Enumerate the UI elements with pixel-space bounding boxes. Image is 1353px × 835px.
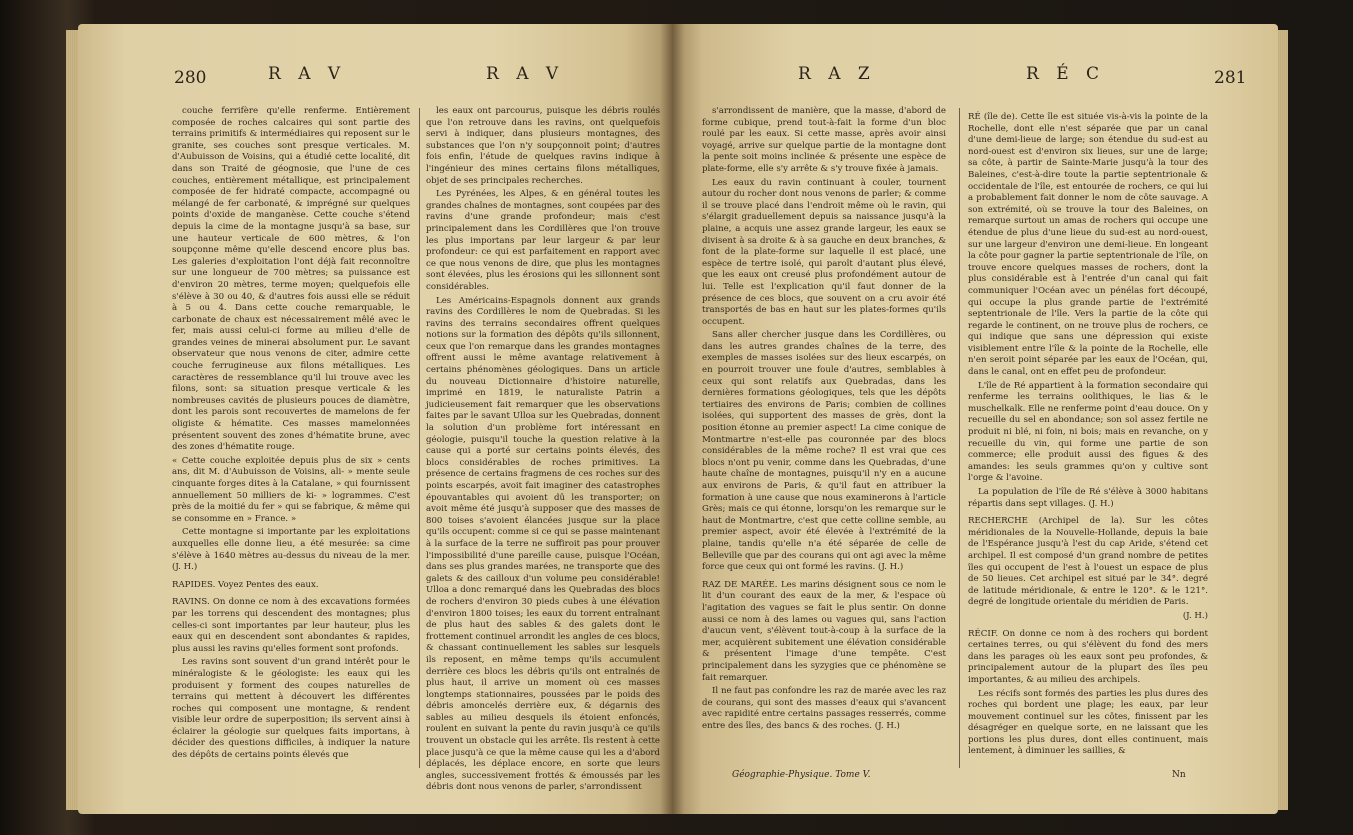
entry-ravins: RAVINS. On donne ce nom à des excavations formées par les torrens qui descendent des montagnes; plus celles-ci sont importantes par leur hauteur, plus les eaux qui en descendent sont abondantes & rapides, plus aussi les ravins qu'elles forment sont profonds. xyxy=(172,597,410,654)
paragraph: La population de l'île de Ré s'élève à 3000 habitans répartis dans sept villages. (J. H.) xyxy=(968,487,1208,509)
quote: « Cette couche exploitée depuis plus de six » cents ans, dit M. d'Aubuisson de Voisins, ali- » mente seule cinquante forges dites à la Catalane, » qui fournissent annuellement 50 milliers de ki- » logrammes. C'est près de la moitié du fer » qui se fabrique, & même qui se consomme en » France. » xyxy=(172,455,410,524)
paragraph: Les ravins sont souvent d'un grand intérêt pour le minéralogiste & le géologiste: les eaux qui les produisent y forment des coupes naturelles de terrains qui mettent à découvert les différentes roches qui composent une montagne, & rendent visible leur ordre de superposition; ils servent ainsi à éclairer la géologie sur quelques faits importans, à décider des questions difficiles, à indiquer la nature des dépôts de certains points élevés que xyxy=(172,657,410,761)
paragraph: s'arrondissent de manière, que la masse, d'abord de forme cubique, prend tout-à-fait la forme d'un bloc roulé par les eaux. Si cette masse, après avoir ainsi voyagé, arrive sur quelque partie de la montagne dont la pente soit moins inclinée & présente une espèce de plate-forme, elle s'y arrête & s'y trouve fixée à jamais. xyxy=(702,106,946,174)
paragraph: Les récifs sont formés des parties les plus dures des roches qui bordent une plage; les eaux, par leur mouvement continuel sur les côtes, finissent par les désagréger en quelque sorte, en ne laissant que les portions les plus dures, dont elles continuent, mais lentement, à diminuer les saillies, & xyxy=(968,688,1208,757)
paragraph: couche ferrifère qu'elle renferme. Entièrement composée de roches calcaires qui sont partie des terrains primitifs & intermédiaires qui reposent sur le granite, ses couches sont presque verticales. M. d'Aubuisson de Voisins, qui a étudié cette localité, dit dans son Traité de géognosie, que l'une de ces couches, entièrement métallique, est principalement composée de fer hidraté compacte, accompagné ou mélangé de fer carbonaté, & imprégné sur quelques points d'oxide de manganèse. Cette couche s'étend depuis la cime de la montagne jusqu'à sa base, sur une hauteur verticale de 600 mètres, & l'on soupçonne même qu'elle descend encore plus bas. Les galeries d'exploitation l'ont déjà fait reconnoître sur une longueur de 700 mètres; sa puissance est d'environ 20 mètres, terme moyen; quelquefois elle s'élève à 30 ou 40, & d'autres fois aussi elle se réduit à 5 ou 4. Dans cette couche remarquable, le carbonate de chaux est nécessairement mêlé avec le fer, mais aussi celui-ci forme au milieu d'elle de grandes veines de minerai absolument pur. Le savant observateur que nous venons de citer, admire cette couche ferrugineuse aux filons métalliques. Les caractères de ressemblance qu'il lui trouve avec les filons, sont: sa situation presque verticale & les nombreuses cavités de plusieurs pouces de diamètre, dont les parois sont recouvertes de mamelons de fer oligiste & hématite. Ces masses mamelonnées présentent souvent des zones d'hématite brune, avec des zones d'hématite rouge. xyxy=(172,106,410,453)
paragraph: Les Américains-Espagnols donnent aux grands ravins des Cordillères le nom de Quebradas. Si les ravins des terrains secondaires offrent quelques notions sur la formation des dépôts qu'ils sillonnent, ceux que l'on remarque dans les grandes montagnes offrent aussi le même avantage relativement à certains phénomènes géologiques. Dans un article du nouveau Dictionnaire d'histoire naturelle, imprimé en 1819, le naturaliste Patrin a judicieusement fait remarquer que les observations faites par le savant Ulloa sur les Quebradas, donnent la solution d'un problème fort intéressant en géologie, puisqu'il touche la question relative à la cause qui a porté sur certains points élevés, des blocs considérables de roches primitives. La présence de certains fragmens de ces roches sur des points escarpés, avoit fait imaginer des catastrophes épouvantables qui avoient dû les transporter; on avoit même été jusqu'à supposer que des masses de 800 toises s'avoient élancées jusque sur la place qu'ils occupent: comme si ce qui se passe maintenant à la surface de la terre ne suffiroit pas pour prouver l'impossibilité d'une pareille cause, puisque l'Océan, dans ses plus grandes marées, ne transporte que des galets & des cailloux d'un volume peu considérable! Ulloa a donc remarqué dans les Quebradas des blocs de rochers d'environ 30 pieds cubes à une élévation d'environ 1800 toises; les eaux du torrent entraînant de plus haut des sables & des galets dont le frottement continuel arrondit les angles de ces blocs, & chassant continuellement les sables sur lesquels ils reposent, en même temps qu'ils accumulent derrière ces blocs les débris qu'ils ont entraînés de plus haut, il arrive un moment où ces masses longtemps stationnaires, poussées par le poids des débris amoncelés derrière eux, & dégarnis des sables au milieu desquels ils étoient enfoncés, roulent en suivant la pente du ravin jusqu'à ce qu'ils trouvent un obstacle qui les arrête. Ils restent à cette place jusqu'à ce que la même cause qui les a d'abord déplacés, les déplace encore, en sorte que leurs angles, successivement frottés & émoussés par les débris dont nous venons de parler, s'arrondissent xyxy=(426,295,660,793)
paragraph: Sans aller chercher jusque dans les Cordillères, ou dans les autres grandes chaînes de la terre, des exemples de masses isolées sur des lieux escarpés, on en pourroit trouver une foule d'autres, semblables à ceux qui sont relatifs aux Quebradas, dans les dernières formations géologiques, tels que les dépôts tertiaires des environs de Paris; combien de collines isolées, qui supportent des masses de grès, dont la position étonne au premier aspect! La cime conique de Montmartre n'est-elle pas couronnée par des blocs considérables de la même roche? Il est vrai que ces blocs n'ont pu venir, comme dans les Quebradas, d'une haute chaîne de montagnes, puisqu'il n'y en a aucune aux environs de Paris, & qu'il faut en attribuer la formation à une cause que nous examinerons à l'article Grès; mais ce qui étonne, lorsqu'on les remarque sur le haut de Montmartre, c'est que cette colline semble, au premier aspect, avoir été élevée à l'extrémité de la plaine, tandis qu'elle n'a été séparée de celle de Belleville que par des courans qui ont agi avec la même force que ceux qui ont formé les ravins. (J. H.) xyxy=(702,330,946,573)
left-column-1 xyxy=(172,106,410,764)
left-header-left: R A V xyxy=(268,64,347,84)
left-column-2 xyxy=(426,106,660,796)
left-header-right: R A V xyxy=(486,64,565,84)
attribution: (J. H.) xyxy=(1182,610,1208,621)
right-folio: 281 xyxy=(1214,68,1247,88)
volume-footer: Géographie-Physique. Tome V. xyxy=(732,770,871,780)
right-header-left: R A Z xyxy=(798,64,876,84)
right-column-2 xyxy=(968,106,1208,760)
right-column-1 xyxy=(702,106,946,734)
signature-mark: Nn xyxy=(1172,770,1186,780)
paragraph: Les eaux du ravin continuant à couler, tournent autour du rocher dont nous venons de parler; & comme il se trouve placé dans l'endroit même où le ravin, qui s'élargit graduellement depuis sa naissance jusqu'à la plaine, a acquis une assez grande largeur, les eaux se divisent à sa droite & à sa gauche en deux branches, & font de la plate-forme sur laquelle il est placé, une espèce de tertre isolé, qui paroît d'autant plus élevé, que les eaux ont creusé plus profondément autour de lui. Telle est l'explication qu'il faut donner de la présence de ces blocs, que souvent on a cru avoir été transportés de bas en haut sur les plates-formes qu'ils occupent. xyxy=(702,177,946,327)
entry-recif: RÉCIF. On donne ce nom à des rochers qui bordent certaines terres, ou qui s'élèvent du fond des mers dans les parages où les eaux sont peu profondes, & principalement autour de la plupart des îles peu importantes, & au milieu des archipels. xyxy=(968,628,1208,685)
paragraph: Il ne faut pas confondre les raz de marée avec les raz de courans, qui sont des masses d'eaux qui s'avancent avec rapidité entre certains passages resserrés, comme entre des îles, des bancs & des roches. (J. H.) xyxy=(702,686,946,731)
left-page xyxy=(78,24,672,814)
left-folio: 280 xyxy=(174,68,207,88)
paragraph: Les Pyrénées, les Alpes, & en général toutes les grandes chaînes de montagnes, sont coupées par des ravins d'une grande profondeur; mais c'est principalement dans les Cordillères que l'on trouve les plus importans par leur largeur & par leur profondeur: ce qui est parfaitement en rapport avec ce que nous venons de dire, que plus les montagnes sont élevées, plus les érosions qui les sillonnent sont considérables. xyxy=(426,189,660,292)
right-header-right: R É C xyxy=(1026,64,1106,84)
entry-raz-de-maree: RAZ DE MARÉE. Les marins désignent sous ce nom le lit d'un courant des eaux de la mer, & l'espace où l'agitation des vagues se fait le plus sentir. On donne aussi ce nom à des lames ou vagues qui, sans l'action d'aucun vent, s'élèvent tout-à-coup à la surface de la mer, acquièrent subitement une élévation considérable & présentent l'image d'une tempête. C'est principalement dans les syzygies que ce phénomène se fait remarquer. xyxy=(702,579,946,683)
paragraph: les eaux ont parcourus, puisque les débris roulés que l'on retrouve dans les ravins, ont quelquefois servi à indiquer, dans plusieurs montagnes, des substances que l'on n'y soupçonnoit point; d'autres fois enfin, l'étude de quelques ravins indique à l'ingénieur des mines certains filons métalliques, objet de ses principales recherches. xyxy=(426,106,660,186)
right-page xyxy=(672,24,1278,814)
paragraph: L'île de Ré appartient à la formation secondaire qui renferme les terrains oolithiques, le lias & le muschelkalk. Elle ne renferme point d'eau douce. On y recueille du sel en abondance; son sol assez fertile ne produit ni blé, ni foin, ni bois; mais en revanche, on y recueille du vin, qui forme une partie de son commerce; elle produit aussi des figues & des amandes: les seuls grammes qu'on y cultive sont l'orge & l'avoine. xyxy=(968,380,1208,484)
paragraph: Cette montagne si importante par les exploitations auxquelles elle donne lieu, a été mesurée: sa cime s'élève à 1640 mètres au-dessus du niveau de la mer. (J. H.) xyxy=(172,527,410,573)
entry-recherche: RECHERCHE (Archipel de la). Sur les côtes méridionales de la Nouvelle-Hollande, depuis la baie de l'Espérance jusqu'à l'est du cap Aride, s'étend cet archipel. Il est composé d'un grand nombre de petites îles qui occupent de l'est à l'ouest un espace de plus de 50 lieues. Cet archipel est situé par le 34°. degré de latitude méridionale, & entre le 120°. & le 121°. degré de longitude orientale du méridien de Paris. xyxy=(968,516,1208,608)
column-rule-left xyxy=(419,108,420,768)
entry-re: RÉ (île de). Cette île est située vis-à-vis la pointe de la Rochelle, dont elle n'est séparée que par un canal d'une demi-lieue de large; son étendue du sud-est au nord-ouest est d'environ six lieues, sur une de large; sa côte, à partir de Sainte-Marie jusqu'à la tour des Baleines, c'est-à-dire toute la partie septentrionale & occidentale de l'île, est entourée de rochers, ce qui lui a probablement fait donner le nom de côte sauvage. A son extrémité, où se trouve la tour des Baleines, on remarque surtout un amas de rochers qui occupe une étendue de plus d'une lieue du sud-est au nord-ouest, sur une largeur d'environ une demi-lieue. En longeant la côte pour gagner la partie septentrionale de l'île, on trouve encore quelques masses de rochers, dont la plus considérable est à l'entrée d'un canal qui fait communiquer l'Océan avec un pénélas fort découpé, qui occupe la plus grande partie de l'extrémité septentrionale de l'île. Vers la partie de la côte qui regarde le continent, on ne trouve plus de rochers, ce qui indique que sans une dépression qui existe visiblement entre l'île & la pointe de la Rochelle, elle n'en seroit point séparée par les eaux de l'Océan, qui, dans le canal, ont en effet peu de profondeur. xyxy=(968,112,1208,378)
column-rule-right xyxy=(959,108,960,768)
entry-rapides: RAPIDES. Voyez Pentes des eaux. xyxy=(172,579,319,590)
